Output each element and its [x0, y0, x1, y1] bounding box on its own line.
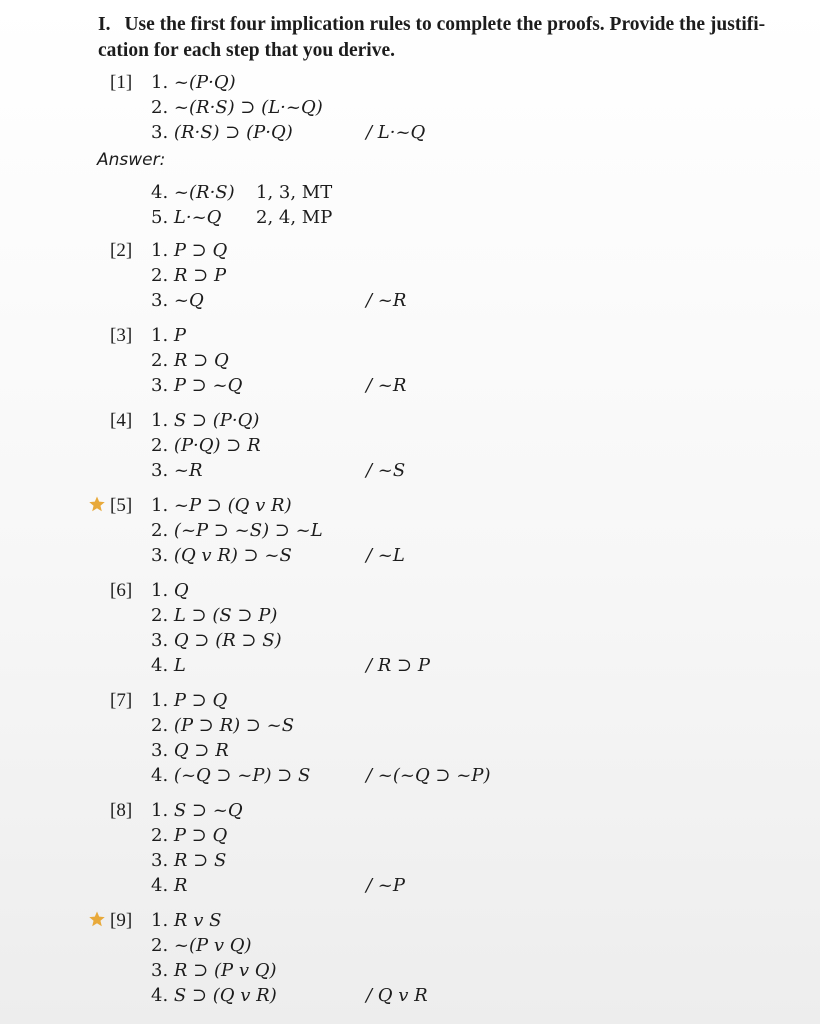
- premise-line: [151, 628, 282, 653]
- premise-line: [151, 95, 323, 120]
- line-number: 3.: [151, 375, 169, 396]
- premise-line: [151, 70, 236, 95]
- problem-number: [3]: [110, 325, 133, 346]
- premise-line: [151, 908, 221, 933]
- line-number: 1.: [151, 800, 169, 821]
- premise-formula: R v S: [173, 910, 222, 931]
- line-number: 1.: [151, 410, 169, 431]
- line-number: 2.: [151, 935, 169, 956]
- line-number: 4.: [151, 655, 169, 676]
- premise-line: [151, 738, 229, 763]
- conclusion: / ~(~Q ⊃ ~P): [366, 765, 491, 786]
- derived-formula: L·~Q: [173, 207, 222, 228]
- premise-formula: Q ⊃ R: [173, 740, 229, 761]
- line-number: 3.: [151, 960, 169, 981]
- line-number: 2.: [151, 350, 169, 371]
- conclusion: / ~R: [366, 375, 407, 396]
- premise-line: [151, 408, 259, 433]
- premise-formula: ~(P·Q): [173, 72, 236, 93]
- conclusion: / Q v R: [366, 985, 428, 1006]
- premise-formula: R: [173, 875, 188, 896]
- star-icon: [88, 495, 106, 513]
- line-number: 3.: [151, 290, 169, 311]
- premise-formula: ~R: [173, 460, 203, 481]
- problem-number: [4]: [110, 410, 133, 431]
- premise-line: [151, 323, 186, 348]
- premise-line: [151, 823, 227, 848]
- line-number: 2.: [151, 97, 169, 118]
- premise-formula: R ⊃ S: [173, 850, 227, 871]
- line-number: 3.: [151, 630, 169, 651]
- premise-formula: P ⊃ Q: [173, 690, 228, 711]
- premise-line: [151, 603, 277, 628]
- conclusion: / ~P: [366, 875, 405, 896]
- premise-line: [151, 763, 310, 788]
- premise-formula: S ⊃ (Q v R): [173, 985, 277, 1006]
- line-number: 2.: [151, 715, 169, 736]
- premise-line: [151, 933, 252, 958]
- line-number: 2.: [151, 435, 169, 456]
- line-number: 3.: [151, 460, 169, 481]
- premise-formula: (Q v R) ⊃ ~S: [173, 545, 292, 566]
- instructions-line-1: [98, 12, 803, 38]
- premise-formula: L: [173, 655, 186, 676]
- line-number: 1.: [151, 495, 169, 516]
- premise-line: [151, 653, 186, 678]
- premise-formula: (~Q ⊃ ~P) ⊃ S: [173, 765, 311, 786]
- premise-line: [151, 983, 277, 1008]
- premise-line: [151, 120, 293, 145]
- premise-line: [151, 578, 189, 603]
- premise-formula: R ⊃ Q: [173, 350, 229, 371]
- problem-number: [8]: [110, 800, 133, 821]
- problem-number: [6]: [110, 580, 133, 601]
- line-number: 1.: [151, 580, 169, 601]
- line-number: 3.: [151, 545, 169, 566]
- answer-line: [151, 180, 235, 205]
- premise-line: [151, 713, 294, 738]
- premise-formula: P ⊃ Q: [173, 240, 228, 261]
- premise-line: [151, 518, 323, 543]
- premise-formula: (R·S) ⊃ (P·Q): [173, 122, 293, 143]
- premise-formula: (~P ⊃ ~S) ⊃ ~L: [173, 520, 323, 541]
- line-number: 4.: [151, 182, 169, 203]
- conclusion: / R ⊃ P: [366, 655, 430, 676]
- conclusion: / ~R: [366, 290, 407, 311]
- derived-formula: ~(R·S): [173, 182, 235, 203]
- problem-number: [2]: [110, 240, 133, 261]
- premise-line: [151, 263, 226, 288]
- section-number: I.: [98, 14, 111, 35]
- line-number: 2.: [151, 605, 169, 626]
- premise-line: [151, 433, 261, 458]
- line-number: 3.: [151, 850, 169, 871]
- premise-formula: Q ⊃ (R ⊃ S): [173, 630, 282, 651]
- problem-number: [9]: [110, 910, 133, 931]
- premise-formula: R ⊃ P: [173, 265, 227, 286]
- problem-number: [7]: [110, 690, 133, 711]
- premise-formula: ~P ⊃ (Q v R): [173, 495, 292, 516]
- line-number: 5.: [151, 207, 169, 228]
- premise-formula: (P·Q) ⊃ R: [173, 435, 261, 456]
- premise-formula: ~(P v Q): [173, 935, 252, 956]
- line-number: 4.: [151, 875, 169, 896]
- conclusion: / ~L: [366, 545, 405, 566]
- premise-line: [151, 458, 203, 483]
- line-number: 3.: [151, 122, 169, 143]
- premise-formula: L ⊃ (S ⊃ P): [173, 605, 278, 626]
- premise-formula: S ⊃ ~Q: [173, 800, 243, 821]
- premise-formula: ~(R·S) ⊃ (L·~Q): [173, 97, 323, 118]
- justification: 2, 4, MP: [256, 207, 333, 228]
- premise-line: [151, 373, 242, 398]
- premise-formula: Q: [173, 580, 189, 601]
- conclusion: / L·~Q: [366, 122, 426, 143]
- line-number: 1.: [151, 910, 169, 931]
- line-number: 1.: [151, 690, 169, 711]
- premise-line: [151, 688, 227, 713]
- line-number: 1.: [151, 325, 169, 346]
- premise-formula: R ⊃ (P v Q): [173, 960, 277, 981]
- premise-formula: ~Q: [173, 290, 204, 311]
- line-number: 4.: [151, 985, 169, 1006]
- instructions-line-2: cation for each step that you derive.: [98, 40, 395, 61]
- instructions-heading: [98, 12, 803, 64]
- premise-formula: (P ⊃ R) ⊃ ~S: [173, 715, 295, 736]
- premise-line: [151, 958, 277, 983]
- line-number: 1.: [151, 72, 169, 93]
- line-number: 3.: [151, 740, 169, 761]
- premise-line: [151, 288, 204, 313]
- line-number: 2.: [151, 825, 169, 846]
- instructions-text-1: Use the first four implication rules to complete the proofs. Provide the justifi-: [124, 14, 766, 35]
- line-number: 1.: [151, 240, 169, 261]
- premise-formula: P ⊃ ~Q: [173, 375, 243, 396]
- premise-line: [151, 798, 243, 823]
- premise-line: [151, 873, 187, 898]
- line-number: 2.: [151, 265, 169, 286]
- premise-formula: P ⊃ Q: [173, 825, 228, 846]
- premise-formula: P: [173, 325, 187, 346]
- answer-line: [151, 205, 221, 230]
- premise-formula: S ⊃ (P·Q): [173, 410, 260, 431]
- line-number: 2.: [151, 520, 169, 541]
- conclusion: / ~S: [366, 460, 406, 481]
- problem-number: [5]: [110, 495, 133, 516]
- premise-line: [151, 238, 227, 263]
- justification: 1, 3, MT: [256, 182, 333, 203]
- premise-line: [151, 543, 292, 568]
- answer-label: Answer:: [97, 150, 166, 170]
- premise-line: [151, 493, 292, 518]
- premise-line: [151, 348, 229, 373]
- line-number: 4.: [151, 765, 169, 786]
- premise-line: [151, 848, 226, 873]
- star-icon: [88, 910, 106, 928]
- problem-number: [1]: [110, 72, 133, 93]
